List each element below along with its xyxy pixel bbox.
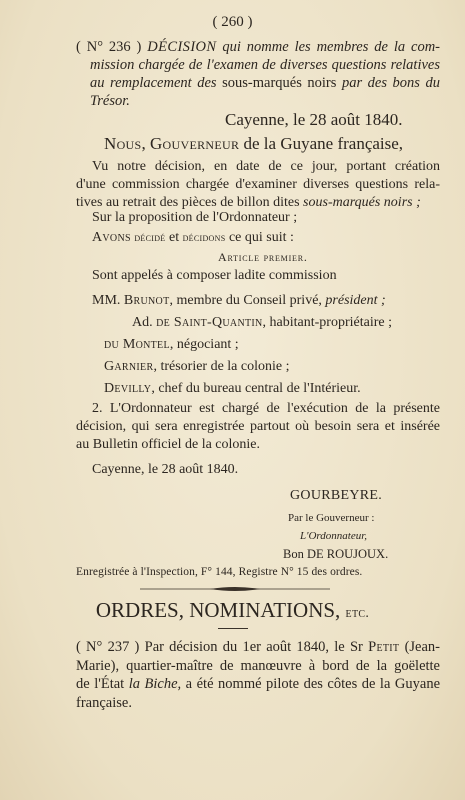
signature-ordonnateur: L'Ordonnateur, [300, 530, 368, 542]
section-title [0, 598, 465, 623]
avons-line [92, 230, 294, 246]
members-list [92, 290, 392, 400]
decision-title-4: Trésor. [90, 93, 130, 109]
decision-237-line-3c: a été nommé pilote des côtes de la Guyane [185, 676, 441, 692]
du-montel-role: , négociant ; [169, 337, 239, 352]
decidons: décidons [182, 230, 226, 244]
article-premier: Article premier. [218, 250, 308, 264]
signature-par: Par le Gouverneur : [288, 512, 375, 524]
decision-237 [76, 638, 440, 712]
member-du-montel [92, 334, 392, 356]
decision-number: ( N° 236 ) [76, 39, 142, 55]
vu-line-3a: tives au retrait des pièces de billon dites [76, 195, 300, 210]
title-3c: par des bons du [341, 75, 440, 91]
brunot: Brunot [123, 293, 170, 308]
brunot-role: , membre du Conseil privé, [169, 293, 322, 308]
decide: décidé [134, 230, 166, 244]
section-title-etc: etc. [345, 606, 370, 621]
date-line: Cayenne, le 28 août 1840. [225, 110, 403, 129]
paragraph-vu [76, 158, 440, 212]
saint-quantin-role: , habitant-propriétaire ; [262, 315, 392, 330]
decision-237-line-4: française. [76, 694, 132, 711]
appeles-line: Sont appelés à composer ladite commission [92, 268, 337, 283]
member-brunot [92, 290, 392, 312]
section-title-main: ORDRES, NOMINATIONS, [95, 598, 341, 622]
decision-237-text-2: (Jean- [404, 639, 440, 655]
vu-line-2: d'une commission chargée d'examiner diverses questions rela- [76, 177, 440, 192]
page-number: ( 260 ) [212, 14, 253, 30]
garnier-role: , trésorier de la colonie ; [153, 359, 290, 374]
decision-237-line-2: Marie), quartier-maître de manœuvre à bord de la goëlette [76, 657, 440, 674]
proposition-line: Sur la proposition de l'Ordonnateur ; [92, 210, 298, 225]
et: et [168, 230, 180, 245]
ce-qui-suit: ce qui suit : [228, 230, 294, 245]
paragraph-2 [76, 400, 440, 454]
member-devilly [92, 378, 392, 400]
para2-line-1: 2. L'Ordonnateur est chargé de l'exécution de la présente [92, 401, 440, 416]
decision-237-line-3a: de l'État [76, 676, 125, 692]
decision-title-2: mission chargée de l'examen de diverses questions relatives [90, 57, 440, 73]
short-rule [218, 628, 248, 629]
garnier: Garnier [104, 359, 154, 374]
date-line-2: Cayenne, le 28 août 1840. [92, 462, 239, 477]
decision-title-3 [76, 74, 440, 92]
title-3b: sous-marqués noirs [222, 75, 337, 91]
title-3a: au remplacement des [90, 75, 217, 91]
para2-line-2: décision, qui sera enregistrée partout où besoin sera et insérée [76, 419, 440, 434]
decision-236-heading [76, 38, 440, 110]
la-biche: la Biche, [128, 676, 182, 692]
decision-title-1: qui nomme les membres de la com- [222, 39, 441, 55]
decision-label: DÉCISION [147, 39, 217, 55]
nous: Nous [104, 134, 142, 153]
ornament-rule-icon [140, 584, 330, 594]
vu-line-1: Vu notre décision, en date de ce jour, portant création [92, 159, 440, 174]
member-garnier [92, 356, 392, 378]
registration-line: Enregistrée à l'Inspection, F° 144, Registre N° 15 des ordres. [76, 566, 363, 578]
president: président ; [325, 293, 386, 308]
devilly: Devilly [104, 381, 152, 396]
petit: Petit [368, 639, 400, 655]
gouverneur-rest: de la Guyane française, [243, 134, 404, 153]
gouverneur: Gouverneur [149, 134, 240, 153]
du-montel: du Montel [104, 337, 170, 352]
decision-237-number: ( N° 237 ) [76, 639, 140, 655]
signature-name: GOURBEYRE. [290, 488, 383, 503]
nous-gouverneur-line: Nous, Gouverneur de la Guyane française, [104, 134, 404, 153]
ad: Ad. [132, 315, 153, 330]
vu-line-3b: sous-marqués noirs ; [303, 195, 421, 210]
saint-quantin: de Saint-Quantin [156, 315, 263, 330]
avons: Avons [92, 230, 131, 245]
mm: MM. [92, 293, 121, 308]
devilly-role: , chef du bureau central de l'Intérieur. [151, 381, 361, 396]
para2-line-3: au Bulletin officiel de la colonie. [76, 437, 261, 452]
decision-237-text-1: Par décision du 1er août 1840, le Sr [144, 639, 363, 655]
signature-baron: Bon DE ROUJOUX. [283, 547, 389, 561]
member-saint-quantin [92, 312, 392, 334]
